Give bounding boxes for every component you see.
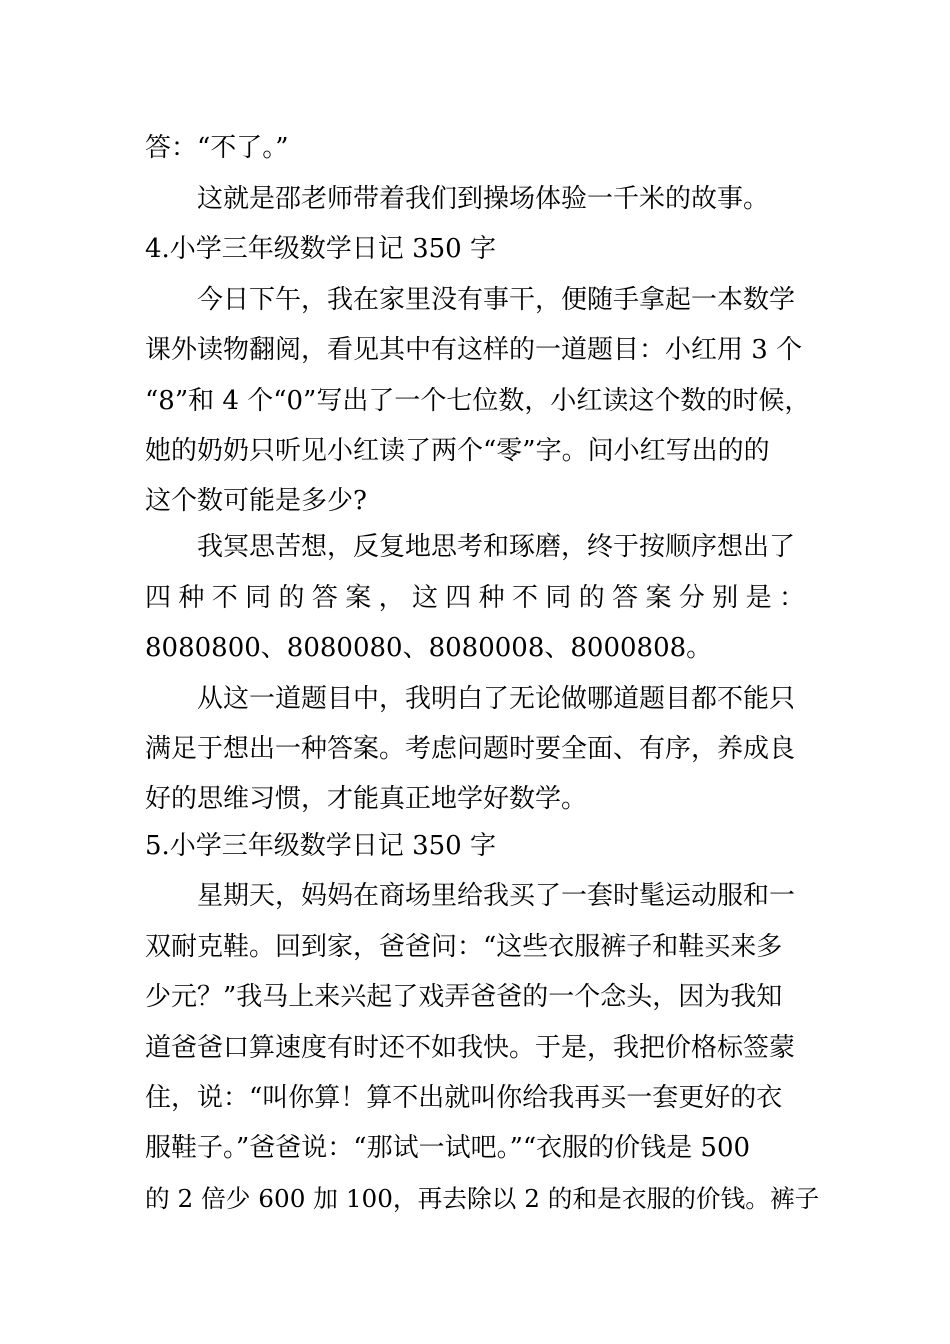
- text-line: 的 2 倍少 600 加 100，再去除以 2 的和是衣服的价钱。裤子: [145, 1184, 820, 1213]
- text-line: 她的奶奶只听见小红读了两个“零”字。问小红写出的的: [145, 436, 770, 466]
- text-line: 好的思维习惯，才能真正地学好数学。: [145, 784, 588, 814]
- text-line: 四种不同的答案，这四种不同的答案分别是：: [145, 583, 805, 613]
- text-line: 8080800、8080080、8080008、8000808。: [145, 633, 713, 663]
- text-line: 这就是邵老师带着我们到操场体验一千米的故事。: [197, 184, 770, 214]
- text-line: 答：“不了。”: [145, 133, 289, 163]
- text-line: 从这一道题目中，我明白了无论做哪道题目都不能只: [197, 684, 796, 714]
- text-line: 少元？”我马上来兴起了戏弄爸爸的一个念头，因为我知: [145, 982, 783, 1012]
- text-line: 课外读物翻阅，看见其中有这样的一道题目：小红用 3 个: [145, 335, 803, 365]
- text-line: 道爸爸口算速度有时还不如我快。于是，我把价格标签蒙: [145, 1033, 796, 1063]
- section-heading: 4.小学三年级数学日记 350 字: [145, 234, 496, 264]
- section-heading: 5.小学三年级数学日记 350 字: [145, 831, 496, 861]
- text-line: 我冥思苦想，反复地思考和琢磨，终于按顺序想出了: [197, 532, 796, 562]
- text-line: 住，说：“叫你算！算不出就叫你给我再买一套更好的衣: [145, 1083, 783, 1113]
- text-line: 服鞋子。”爸爸说：“那试一试吧。”“衣服的价钱是 500: [145, 1133, 751, 1163]
- text-line: “8”和 4 个“0”写出了一个七位数，小红读这个数的时候，: [145, 386, 811, 416]
- text-line: 这个数可能是多少?: [145, 486, 367, 516]
- text-line: 星期天，妈妈在商场里给我买了一套时髦运动服和一: [197, 881, 796, 911]
- text-line: 双耐克鞋。回到家，爸爸问：“这些衣服裤子和鞋买来多: [145, 932, 783, 962]
- text-line: 今日下午，我在家里没有事干，便随手拿起一本数学: [197, 285, 796, 315]
- text-line: 满足于想出一种答案。考虑问题时要全面、有序，养成良: [145, 734, 796, 764]
